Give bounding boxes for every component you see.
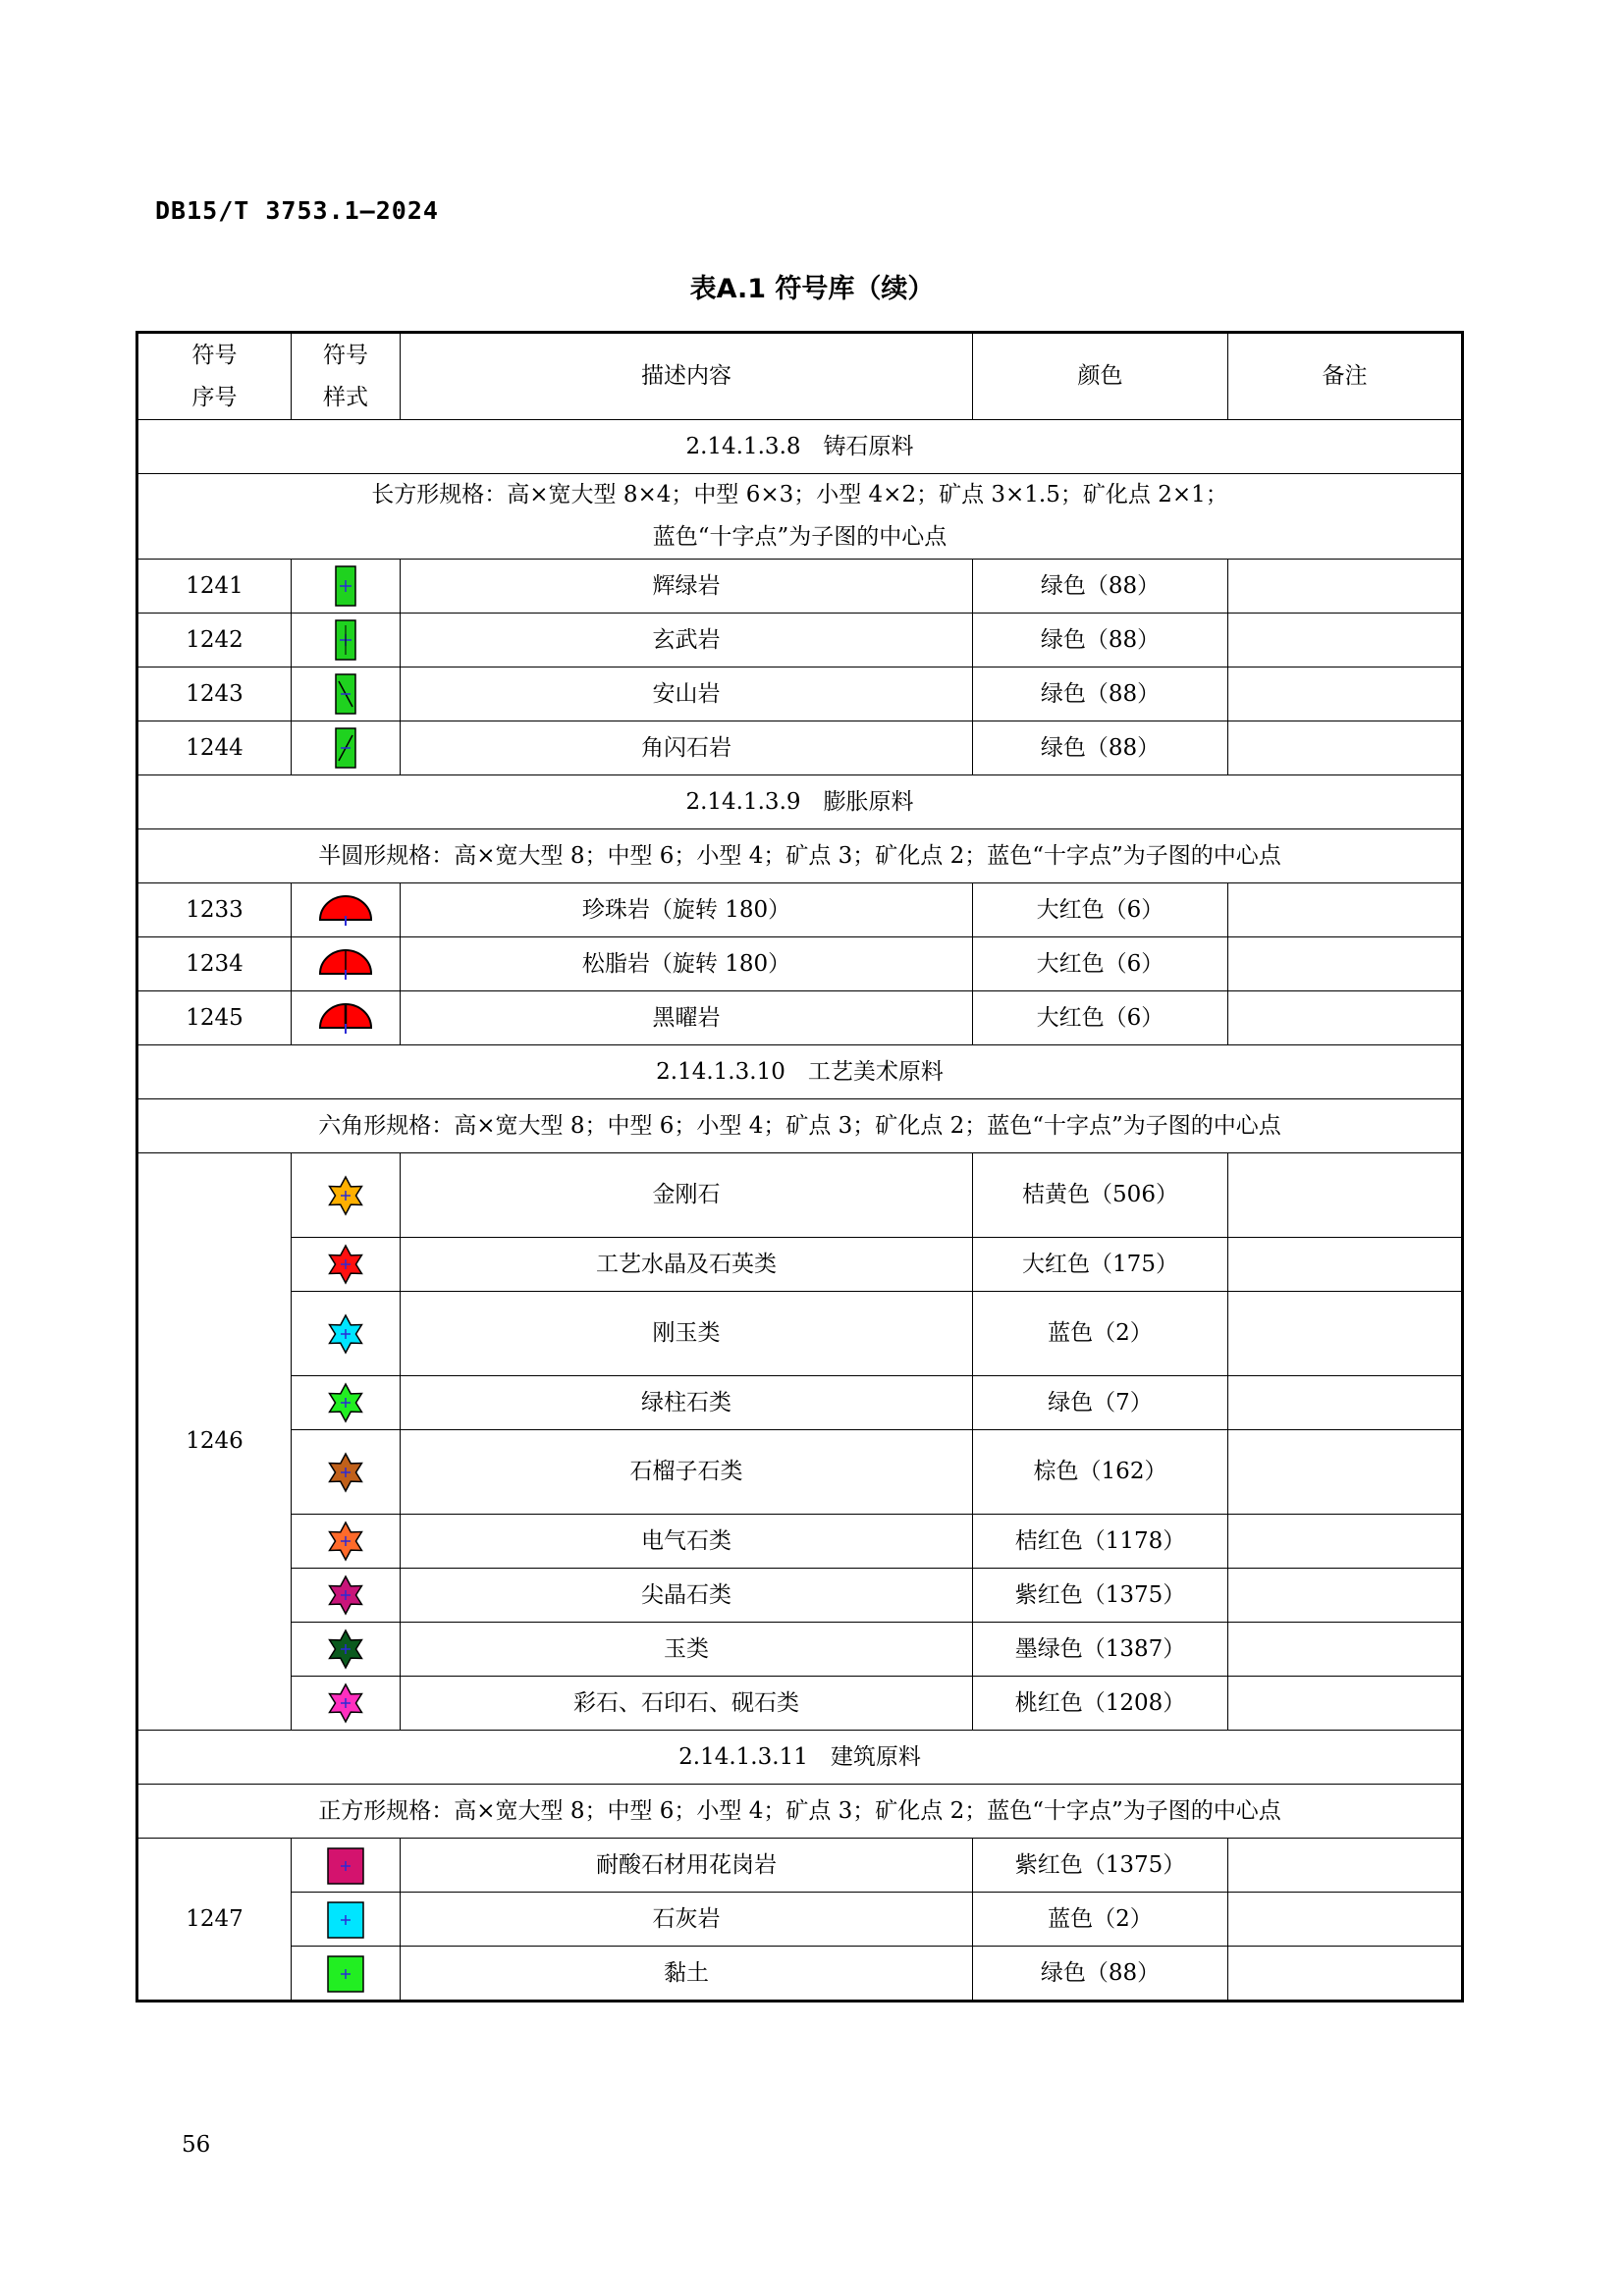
square-symbol-icon [325, 1953, 366, 1995]
symbol-row [137, 1430, 1463, 1515]
symbol-row [137, 667, 1463, 721]
symbol-description: 绿柱石类 [401, 1376, 973, 1430]
symbol-style-cell [292, 1839, 401, 1893]
spec-line: 半圆形规格：高×宽大型 8；中型 6；小型 4；矿点 3；矿化点 2；蓝色“十字点”为子图的中心点 [318, 842, 1281, 869]
header-remark: 备注 [1228, 333, 1463, 420]
section-spec-row [137, 1785, 1463, 1839]
section-spec [137, 829, 1463, 883]
section-spec [137, 1099, 1463, 1153]
hexagram-symbol-icon [325, 1381, 366, 1424]
symbol-table [135, 331, 1464, 2002]
section-title-row [137, 1045, 1463, 1099]
symbol-number: 1244 [137, 721, 292, 775]
symbol-color: 墨绿色（1387） [973, 1623, 1228, 1677]
section-title: 2.14.1.3.9 膨胀原料 [137, 775, 1463, 829]
symbol-description: 金刚石 [401, 1153, 973, 1238]
header-text: 符号 [323, 342, 368, 368]
header-color: 颜色 [973, 333, 1228, 420]
symbol-color: 紫红色（1375） [973, 1569, 1228, 1623]
section-title-row [137, 420, 1463, 474]
symbol-row [137, 937, 1463, 991]
document-code: DB15/T 3753.1—2024 [155, 196, 439, 225]
symbol-color: 紫红色（1375） [973, 1839, 1228, 1893]
symbol-description: 玄武岩 [401, 614, 973, 667]
square-symbol-icon [325, 1899, 366, 1941]
hexagram-symbol-icon [325, 1174, 366, 1217]
symbol-description: 彩石、石印石、砚石类 [401, 1677, 973, 1731]
symbol-row [137, 1623, 1463, 1677]
symbol-row [137, 1238, 1463, 1292]
symbol-row [137, 614, 1463, 667]
symbol-description: 角闪石岩 [401, 721, 973, 775]
symbol-remark [1228, 937, 1463, 991]
symbol-color: 蓝色（2） [973, 1292, 1228, 1376]
symbol-style-cell [292, 1515, 401, 1569]
symbol-style-cell [292, 1677, 401, 1731]
symbol-remark [1228, 1893, 1463, 1947]
symbol-description: 尖晶石类 [401, 1569, 973, 1623]
hexagram-symbol-icon [325, 1451, 366, 1494]
symbol-color: 大红色（6） [973, 937, 1228, 991]
symbol-remark [1228, 1430, 1463, 1515]
spec-line: 长方形规格：高×宽大型 8×4；中型 6×3；小型 4×2；矿点 3×1.5；矿化点 2×1； [371, 482, 1228, 507]
symbol-row [137, 1292, 1463, 1376]
section-spec-row [137, 1099, 1463, 1153]
symbol-remark [1228, 614, 1463, 667]
symbol-row [137, 1569, 1463, 1623]
symbol-description: 安山岩 [401, 667, 973, 721]
symbol-style-cell [292, 1947, 401, 2002]
symbol-color: 绿色（88） [973, 667, 1228, 721]
header-text: 序号 [191, 384, 238, 410]
symbol-remark [1228, 560, 1463, 614]
symbol-color: 绿色（88） [973, 560, 1228, 614]
section-title: 2.14.1.3.11 建筑原料 [137, 1731, 1463, 1785]
symbol-description: 电气石类 [401, 1515, 973, 1569]
hexagram-symbol-icon [325, 1574, 366, 1617]
symbol-color: 桔黄色（506） [973, 1153, 1228, 1238]
section-spec [137, 1785, 1463, 1839]
symbol-description: 耐酸石材用花岗岩 [401, 1839, 973, 1893]
section-spec-row [137, 829, 1463, 883]
symbol-color: 棕色（162） [973, 1430, 1228, 1515]
semicircle-symbol-icon [317, 894, 374, 928]
symbol-style-cell [292, 1893, 401, 1947]
section-title: 2.14.1.3.10 工艺美术原料 [137, 1045, 1463, 1099]
symbol-row [137, 560, 1463, 614]
symbol-number: 1245 [137, 991, 292, 1045]
section-title-row [137, 775, 1463, 829]
symbol-remark [1228, 1153, 1463, 1238]
symbol-row [137, 721, 1463, 775]
symbol-remark [1228, 1292, 1463, 1376]
section-spec-row [137, 474, 1463, 560]
symbol-remark [1228, 1839, 1463, 1893]
symbol-description: 松脂岩（旋转 180） [401, 937, 973, 991]
symbol-color: 大红色（6） [973, 991, 1228, 1045]
symbol-row [137, 1947, 1463, 2002]
symbol-row [137, 991, 1463, 1045]
symbol-style-cell [292, 1430, 401, 1515]
symbol-color: 大红色（6） [973, 883, 1228, 937]
symbol-style-cell [292, 1376, 401, 1430]
symbol-row [137, 1839, 1463, 1893]
symbol-number: 1234 [137, 937, 292, 991]
symbol-description: 黑曜岩 [401, 991, 973, 1045]
symbol-remark [1228, 1376, 1463, 1430]
symbol-remark [1228, 721, 1463, 775]
symbol-color: 蓝色（2） [973, 1893, 1228, 1947]
symbol-description: 黏土 [401, 1947, 973, 2002]
rectangle-symbol-icon [333, 617, 358, 663]
symbol-color: 绿色（88） [973, 614, 1228, 667]
symbol-style-cell [292, 1153, 401, 1238]
symbol-color: 桃红色（1208） [973, 1677, 1228, 1731]
symbol-color: 绿色（7） [973, 1376, 1228, 1430]
symbol-number: 1246 [137, 1153, 292, 1731]
semicircle-symbol-icon [317, 1002, 374, 1036]
symbol-style-cell [292, 721, 401, 775]
symbol-remark [1228, 667, 1463, 721]
semicircle-symbol-icon [317, 948, 374, 982]
symbol-color: 绿色（88） [973, 721, 1228, 775]
hexagram-symbol-icon [325, 1682, 366, 1725]
symbol-remark [1228, 1677, 1463, 1731]
symbol-number: 1247 [137, 1839, 292, 2002]
rectangle-symbol-icon [333, 725, 358, 771]
symbol-description: 辉绿岩 [401, 560, 973, 614]
spec-line: 蓝色“十字点”为子图的中心点 [652, 524, 947, 550]
symbol-row [137, 883, 1463, 937]
symbol-color: 大红色（175） [973, 1238, 1228, 1292]
spec-line: 六角形规格：高×宽大型 8；中型 6；小型 4；矿点 3；矿化点 2；蓝色“十字点”为子图的中心点 [318, 1112, 1281, 1139]
symbol-remark [1228, 1569, 1463, 1623]
symbol-row [137, 1376, 1463, 1430]
symbol-description: 珍珠岩（旋转 180） [401, 883, 973, 937]
symbol-description: 刚玉类 [401, 1292, 973, 1376]
symbol-remark [1228, 1238, 1463, 1292]
symbol-number: 1243 [137, 667, 292, 721]
symbol-style-cell [292, 614, 401, 667]
hexagram-symbol-icon [325, 1520, 366, 1563]
symbol-remark [1228, 1623, 1463, 1677]
rectangle-symbol-icon [333, 563, 358, 609]
symbol-number: 1241 [137, 560, 292, 614]
symbol-style-cell [292, 560, 401, 614]
page-number: 56 [182, 2132, 211, 2158]
symbol-remark [1228, 1515, 1463, 1569]
symbol-number: 1233 [137, 883, 292, 937]
header-text: 符号 [191, 342, 238, 368]
symbol-remark [1228, 883, 1463, 937]
header-symbol-number [137, 333, 292, 420]
table-caption: 表A.1 符号库（续） [689, 274, 935, 304]
hexagram-symbol-icon [325, 1312, 366, 1356]
symbol-style-cell [292, 937, 401, 991]
section-spec [137, 474, 1463, 560]
symbol-description: 石灰岩 [401, 1893, 973, 1947]
symbol-color: 绿色（88） [973, 1947, 1228, 2002]
symbol-remark [1228, 1947, 1463, 2002]
symbol-remark [1228, 991, 1463, 1045]
symbol-style-cell [292, 1292, 401, 1376]
symbol-row [137, 1515, 1463, 1569]
spec-line: 正方形规格：高×宽大型 8；中型 6；小型 4；矿点 3；矿化点 2；蓝色“十字点”为子图的中心点 [318, 1797, 1281, 1824]
rectangle-symbol-icon [333, 671, 358, 717]
header-description: 描述内容 [401, 333, 973, 420]
symbol-row [137, 1677, 1463, 1731]
section-title-row [137, 1731, 1463, 1785]
symbol-row [137, 1153, 1463, 1238]
square-symbol-icon [325, 1845, 366, 1887]
header-symbol-style [292, 333, 401, 420]
symbol-style-cell [292, 1569, 401, 1623]
hexagram-symbol-icon [325, 1628, 366, 1671]
table-header-row [137, 333, 1463, 420]
symbol-description: 玉类 [401, 1623, 973, 1677]
symbol-row [137, 1893, 1463, 1947]
symbol-style-cell [292, 1238, 401, 1292]
symbol-description: 工艺水晶及石英类 [401, 1238, 973, 1292]
section-title: 2.14.1.3.8 铸石原料 [137, 420, 1463, 474]
symbol-description: 石榴子石类 [401, 1430, 973, 1515]
symbol-color: 桔红色（1178） [973, 1515, 1228, 1569]
symbol-style-cell [292, 1623, 401, 1677]
symbol-number: 1242 [137, 614, 292, 667]
hexagram-symbol-icon [325, 1243, 366, 1286]
symbol-style-cell [292, 991, 401, 1045]
header-text: 样式 [323, 384, 368, 410]
symbol-style-cell [292, 667, 401, 721]
symbol-style-cell [292, 883, 401, 937]
